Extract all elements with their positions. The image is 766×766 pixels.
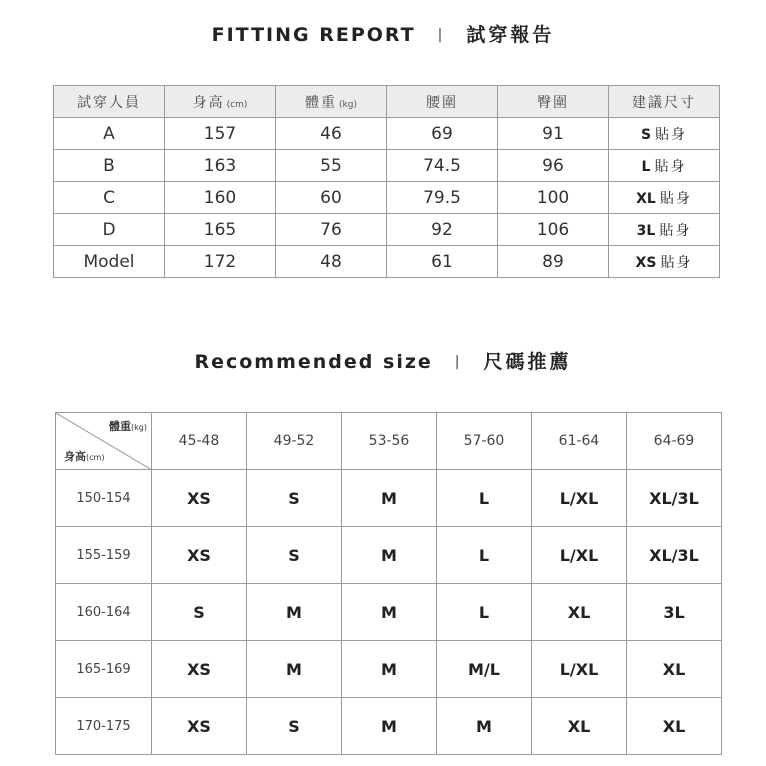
height-range-cell: 165-169 [56, 641, 152, 698]
fitting-cell-height: 172 [165, 246, 276, 278]
size-cell: XL/3L [627, 527, 722, 584]
header-unit: (cm) [226, 99, 248, 110]
fitting-cell-size [609, 214, 720, 246]
fitting-row [54, 246, 720, 278]
weight-range-header: 57-60 [437, 413, 532, 470]
header-label: 腰圍 [426, 94, 458, 111]
size-cell: M [342, 584, 437, 641]
fitting-cell-name: Model [54, 246, 165, 278]
fitting-cell-waist: 79.5 [387, 182, 498, 214]
header-label: 臀圍 [537, 94, 569, 111]
size-cell: S [247, 527, 342, 584]
size-cell: XS [152, 698, 247, 755]
size-cell: M [342, 698, 437, 755]
fitting-row [54, 118, 720, 150]
fitting-cell-weight: 60 [276, 182, 387, 214]
size-label: S [640, 126, 652, 143]
corner-cell [56, 413, 152, 470]
fitting-cell-hip: 89 [498, 246, 609, 278]
fitting-cell-waist: 74.5 [387, 150, 498, 182]
size-cell: XL [627, 641, 722, 698]
fitting-cell-weight: 48 [276, 246, 387, 278]
size-cell: XS [152, 527, 247, 584]
fitting-cell-name: D [54, 214, 165, 246]
fitting-cell-height: 160 [165, 182, 276, 214]
size-cell: M [437, 698, 532, 755]
fitting-cell-name: A [54, 118, 165, 150]
fitting-cell-name: C [54, 182, 165, 214]
fitting-header-cell [498, 86, 609, 118]
recommend-row [56, 470, 722, 527]
weight-range-header: 45-48 [152, 413, 247, 470]
header-unit: (kg) [339, 99, 357, 110]
size-cell: XL/3L [627, 470, 722, 527]
fitting-report-table [53, 85, 720, 278]
fitting-cell-hip: 91 [498, 118, 609, 150]
fitting-title-zh: 試穿報告 [466, 24, 555, 46]
fitting-cell-weight: 55 [276, 150, 387, 182]
fit-label: 貼身 [659, 190, 692, 207]
size-cell: L [437, 527, 532, 584]
fitting-cell-weight: 46 [276, 118, 387, 150]
height-range-cell: 155-159 [56, 527, 152, 584]
height-range-cell: 160-164 [56, 584, 152, 641]
fitting-cell-hip: 106 [498, 214, 609, 246]
fitting-row [54, 182, 720, 214]
size-cell: M [342, 470, 437, 527]
fitting-header-cell [276, 86, 387, 118]
size-cell: L/XL [532, 470, 627, 527]
recommend-row [56, 527, 722, 584]
fit-label: 貼身 [659, 222, 692, 239]
size-cell: S [152, 584, 247, 641]
size-label: 3L [636, 222, 656, 239]
fitting-cell-size [609, 246, 720, 278]
size-cell: L [437, 470, 532, 527]
fitting-header-cell [165, 86, 276, 118]
size-cell: M [247, 584, 342, 641]
fitting-cell-size [609, 150, 720, 182]
corner-height-label: 身高(cm) [64, 450, 105, 463]
fitting-cell-height: 165 [165, 214, 276, 246]
fit-label: 貼身 [654, 158, 687, 175]
recommend-row [56, 698, 722, 755]
size-label: XS [635, 254, 657, 271]
fitting-cell-weight: 76 [276, 214, 387, 246]
fitting-cell-size [609, 118, 720, 150]
fitting-title-en: FITTING REPORT [211, 24, 416, 46]
size-cell: M [247, 641, 342, 698]
recommend-title-zh: 尺碼推薦 [483, 351, 572, 373]
recommended-size-table [55, 412, 722, 755]
header-label: 試穿人員 [77, 94, 141, 111]
size-cell: 3L [627, 584, 722, 641]
size-cell: L [437, 584, 532, 641]
size-cell: M/L [437, 641, 532, 698]
weight-range-header: 61-64 [532, 413, 627, 470]
fitting-cell-hip: 96 [498, 150, 609, 182]
size-cell: XS [152, 470, 247, 527]
fitting-header-cell [387, 86, 498, 118]
fitting-cell-hip: 100 [498, 182, 609, 214]
weight-range-header: 49-52 [247, 413, 342, 470]
header-label: 建議尺寸 [632, 94, 696, 111]
fitting-cell-size [609, 182, 720, 214]
size-label: XL [636, 190, 656, 207]
header-label: 身高 [192, 94, 225, 111]
height-range-cell: 150-154 [56, 470, 152, 527]
fitting-cell-height: 163 [165, 150, 276, 182]
size-cell: L/XL [532, 641, 627, 698]
fitting-row [54, 214, 720, 246]
size-cell: L/XL [532, 527, 627, 584]
size-cell: S [247, 470, 342, 527]
size-cell: S [247, 698, 342, 755]
fitting-cell-waist: 61 [387, 246, 498, 278]
weight-range-header: 64-69 [627, 413, 722, 470]
fitting-row [54, 150, 720, 182]
recommend-row [56, 641, 722, 698]
recommended-size-title [0, 347, 766, 374]
fitting-cell-name: B [54, 150, 165, 182]
weight-range-header: 53-56 [342, 413, 437, 470]
size-cell: M [342, 641, 437, 698]
fitting-cell-height: 157 [165, 118, 276, 150]
title-separator: | [437, 27, 445, 43]
title-separator: | [454, 354, 462, 370]
height-range-cell: 170-175 [56, 698, 152, 755]
fitting-cell-waist: 69 [387, 118, 498, 150]
recommend-header-row [56, 413, 722, 470]
size-cell: M [342, 527, 437, 584]
recommend-title-en: Recommended size [194, 351, 433, 373]
header-label: 體重 [305, 94, 338, 111]
corner-weight-label: 體重(kg) [109, 420, 147, 433]
size-cell: XL [532, 698, 627, 755]
fitting-header-row [54, 86, 720, 118]
recommend-row [56, 584, 722, 641]
size-label: L [641, 158, 651, 175]
fitting-header-cell [609, 86, 720, 118]
size-cell: XL [532, 584, 627, 641]
fit-label: 貼身 [660, 254, 693, 271]
size-cell: XS [152, 641, 247, 698]
fit-label: 貼身 [655, 126, 688, 143]
fitting-report-title [0, 20, 766, 47]
fitting-header-cell [54, 86, 165, 118]
fitting-cell-waist: 92 [387, 214, 498, 246]
size-cell: XL [627, 698, 722, 755]
